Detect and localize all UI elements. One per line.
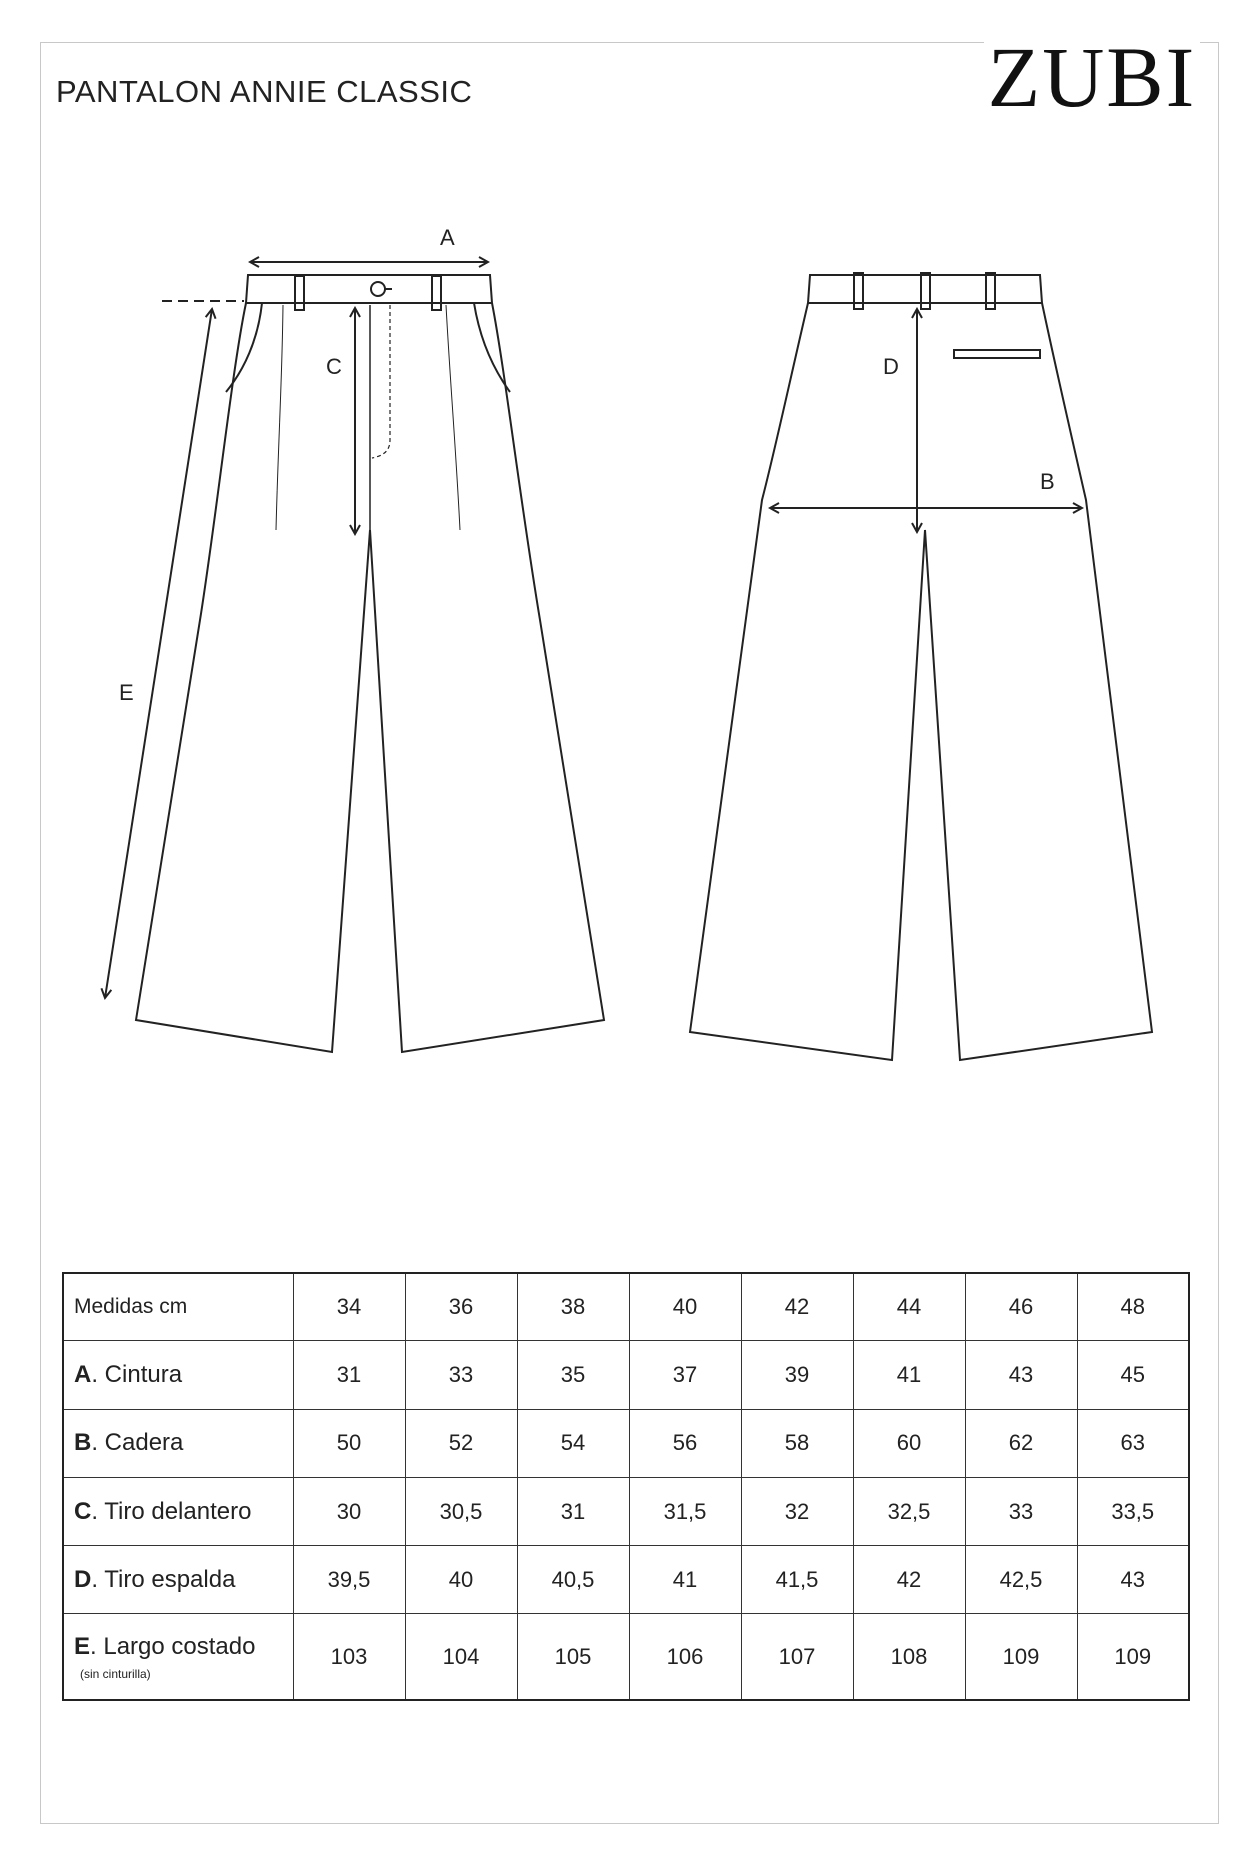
size-header-row [63, 1273, 1189, 1341]
label-b: B [1040, 469, 1055, 494]
measurement-row [63, 1545, 1189, 1614]
measurement-value-cell: 31,5 [629, 1478, 741, 1546]
measurement-value-cell: 105 [517, 1614, 629, 1700]
measurement-name-cell [63, 1341, 293, 1410]
size-header-cell: 40 [629, 1273, 741, 1341]
measurement-value-cell: 50 [293, 1409, 405, 1478]
back-view-pants [690, 273, 1152, 1060]
measurement-name-cell [63, 1409, 293, 1478]
measurement-name: . Tiro delantero [91, 1497, 252, 1525]
measurement-value-cell: 109 [1077, 1614, 1189, 1700]
size-header-cell: 36 [405, 1273, 517, 1341]
label-e: E [119, 680, 134, 705]
back-leg-outline [690, 303, 1152, 1060]
measurement-value-cell: 42,5 [965, 1545, 1077, 1614]
label-a: A [440, 225, 455, 250]
measurement-value-cell: 32 [741, 1478, 853, 1546]
measurement-row [63, 1341, 1189, 1410]
measurement-row [63, 1614, 1189, 1700]
back-pocket [954, 350, 1040, 358]
size-table [62, 1272, 1190, 1701]
measure-arrow-e [105, 309, 212, 998]
label-d: D [883, 354, 899, 379]
brand-logo-area [984, 29, 1200, 125]
front-waistband [246, 275, 492, 303]
front-view-pants [136, 275, 604, 1052]
size-header-cell: 44 [853, 1273, 965, 1341]
page-title: PANTALON ANNIE CLASSIC [56, 74, 473, 109]
measurement-value-cell: 109 [965, 1614, 1077, 1700]
measurement-value-cell: 63 [1077, 1409, 1189, 1478]
measurement-value-cell: 35 [517, 1341, 629, 1410]
measurement-value-cell: 41 [853, 1341, 965, 1410]
measurement-name: . Cadera [91, 1429, 184, 1457]
front-fly-stitch [372, 305, 390, 458]
measurement-letter: A [74, 1360, 92, 1388]
measurement-value-cell: 43 [1077, 1545, 1189, 1614]
measurement-value-cell: 62 [965, 1409, 1077, 1478]
size-header-cell: 42 [741, 1273, 853, 1341]
measurement-row [63, 1478, 1189, 1546]
measurement-value-cell: 58 [741, 1409, 853, 1478]
front-button [371, 282, 385, 296]
measurement-value-cell: 32,5 [853, 1478, 965, 1546]
measurement-value-cell: 30 [293, 1478, 405, 1546]
measurement-value-cell: 104 [405, 1614, 517, 1700]
front-belt-loop-right [432, 276, 441, 310]
measurement-value-cell: 52 [405, 1409, 517, 1478]
header-label: Medidas cm [63, 1273, 293, 1341]
measurement-value-cell: 43 [965, 1341, 1077, 1410]
measurement-row [63, 1409, 1189, 1478]
size-header-cell: 46 [965, 1273, 1077, 1341]
measurement-value-cell: 33 [405, 1341, 517, 1410]
measurement-value-cell: 31 [293, 1341, 405, 1410]
measurement-value-cell: 40 [405, 1545, 517, 1614]
measurement-name: . Cintura [91, 1360, 183, 1388]
measurement-value-cell: 42 [853, 1545, 965, 1614]
measurement-value-cell: 60 [853, 1409, 965, 1478]
measurement-letter: E [74, 1632, 91, 1660]
label-c: C [326, 354, 342, 379]
front-pleat-left [276, 305, 283, 530]
measurement-value-cell: 41 [629, 1545, 741, 1614]
measurement-value-cell: 103 [293, 1614, 405, 1700]
measurement-value-cell: 45 [1077, 1341, 1189, 1410]
measurement-value-cell: 107 [741, 1614, 853, 1700]
measurement-name: . Tiro espalda [91, 1565, 236, 1593]
size-header-cell: 34 [293, 1273, 405, 1341]
measurement-name-cell [63, 1614, 293, 1700]
front-belt-loop-left [295, 276, 304, 310]
measurement-value-cell: 39,5 [293, 1545, 405, 1614]
measurement-name-cell [63, 1478, 293, 1546]
measurement-value-cell: 30,5 [405, 1478, 517, 1546]
measurement-value-cell: 41,5 [741, 1545, 853, 1614]
size-header-cell: 48 [1077, 1273, 1189, 1341]
measurement-name: . Largo costado [90, 1632, 256, 1660]
measurement-value-cell: 37 [629, 1341, 741, 1410]
measurement-value-cell: 33 [965, 1478, 1077, 1546]
measurement-value-cell: 108 [853, 1614, 965, 1700]
measurement-value-cell: 54 [517, 1409, 629, 1478]
measurement-letter: D [74, 1565, 92, 1593]
measurement-letter: B [74, 1429, 92, 1457]
measurement-name-cell [63, 1545, 293, 1614]
measurement-value-cell: 39 [741, 1341, 853, 1410]
measurement-note: (sin cinturilla) [80, 1666, 151, 1681]
front-pleat-right [446, 305, 460, 530]
measurement-value-cell: 106 [629, 1614, 741, 1700]
measurement-value-cell: 40,5 [517, 1545, 629, 1614]
size-header-cell: 38 [517, 1273, 629, 1341]
brand-logo: ZUBI [987, 29, 1197, 125]
back-waistband [808, 275, 1042, 303]
measurement-value-cell: 33,5 [1077, 1478, 1189, 1546]
measurement-letter: C [74, 1497, 92, 1525]
measurement-value-cell: 31 [517, 1478, 629, 1546]
measurement-value-cell: 56 [629, 1409, 741, 1478]
